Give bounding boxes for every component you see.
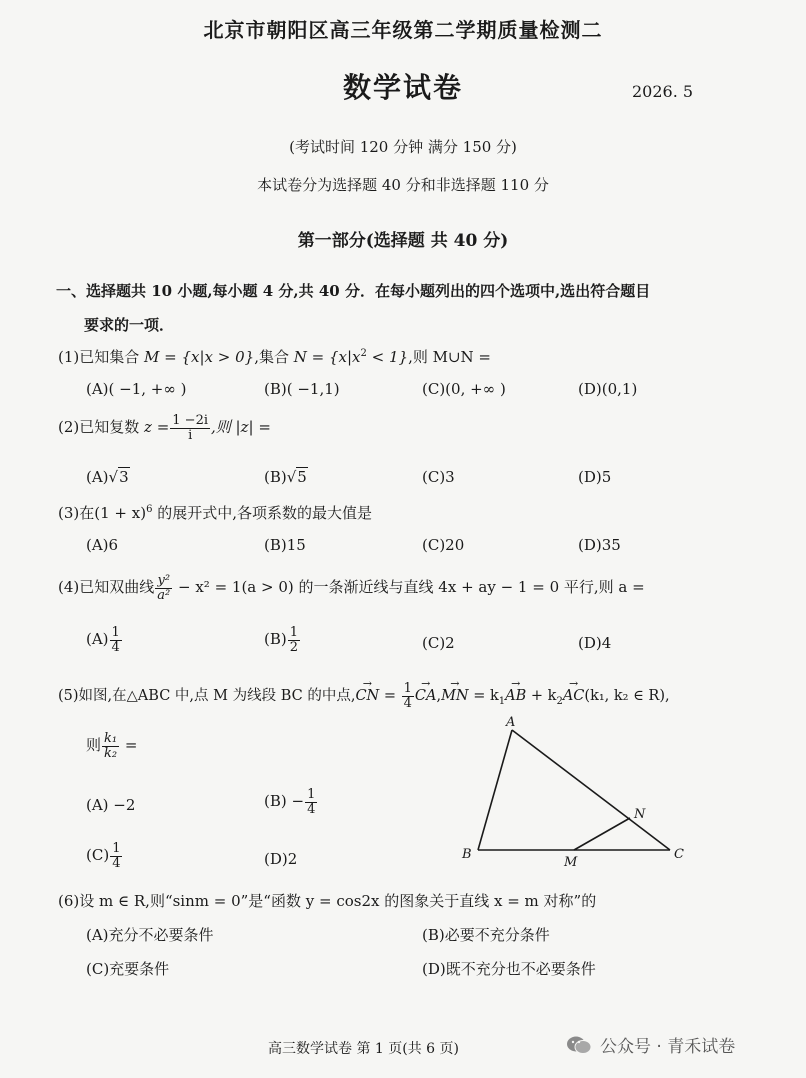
q5-ratio: 则 $\frac{\text{k₁}}{\text{k₂}}$ = bbox=[86, 731, 138, 761]
part1-title: 第一部分(选择题 共 40 分) bbox=[297, 231, 509, 251]
label-m: M bbox=[564, 855, 578, 870]
part1-instruction-1: 一、选择题共 10 小题,每小题 4 分,共 40 分．在每小题列出的四个选项中,选出符合题目 bbox=[56, 282, 651, 300]
q4-option-d: (D)4 bbox=[578, 634, 612, 652]
exam-date: 2026. 5 bbox=[632, 82, 694, 101]
segment-ab bbox=[478, 730, 512, 850]
q1-option-c: (C)(0, +∞ ) bbox=[422, 380, 506, 398]
q6-option-d: (D)既不充分也不必要条件 bbox=[422, 960, 596, 978]
exam-title: 北京市朝阳区高三年级第二学期质量检测二 bbox=[203, 18, 603, 42]
q6-option-c: (C)充要条件 bbox=[86, 960, 170, 978]
watermark-text: 公众号 · 青禾试卷 bbox=[600, 1037, 736, 1057]
q1-option-a: (A)( −1, +∞ ) bbox=[86, 380, 187, 398]
triangle-figure bbox=[450, 712, 700, 870]
q2-option-b: (B)√5 bbox=[264, 468, 307, 486]
wechat-icon bbox=[566, 1034, 592, 1056]
label-a: A bbox=[506, 715, 516, 730]
segment-mn bbox=[574, 818, 630, 850]
q6-option-a: (A)充分不必要条件 bbox=[86, 926, 214, 944]
question-4: (4)已知双曲线 $\frac{\text{y²}}{\text{a²}}$ − x² = 1(a > 0) 的一条渐近线与直线 4x + ay − 1 = 0 平行,则 a = bbox=[58, 573, 645, 603]
label-b: B bbox=[462, 847, 472, 862]
page-footer: 高三数学试卷 第 1 页(共 6 页) bbox=[268, 1041, 459, 1057]
score-split: 本试卷分为选择题 40 分和非选择题 110 分 bbox=[257, 176, 549, 194]
q2-option-a: (A)√3 bbox=[86, 468, 129, 486]
q2-fraction: $\frac{1 -2i}{i}$ bbox=[172, 413, 209, 443]
segment-ac bbox=[512, 730, 670, 850]
q4-option-b: (B) $\frac{1}{2}$ bbox=[264, 625, 299, 655]
q2-option-c: (C)3 bbox=[422, 468, 455, 486]
label-c: C bbox=[674, 847, 684, 862]
q3-option-c: (C)20 bbox=[422, 536, 465, 554]
q3-option-d: (D)35 bbox=[578, 536, 621, 554]
q3-option-b: (B)15 bbox=[264, 536, 306, 554]
subject-title: 数学试卷 bbox=[342, 71, 463, 104]
label-n: N bbox=[634, 807, 646, 822]
q5-option-a: (A) −2 bbox=[86, 796, 136, 814]
question-1: (1)已知集合 M = {x|x > 0},集合 $N = \{x|x^2 < 1\}$,则 M∪N = bbox=[58, 348, 492, 366]
q5-option-d: (D)2 bbox=[264, 850, 298, 868]
watermark bbox=[566, 1032, 735, 1057]
exam-time: (考试时间 120 分钟 满分 150 分) bbox=[289, 138, 517, 156]
q2-option-d: (D)5 bbox=[578, 468, 612, 486]
q4-fraction: $\frac{\text{y²}}{\text{a²}}$ bbox=[157, 573, 171, 603]
q5-option-c: (C) $\frac{1}{4}$ bbox=[86, 841, 121, 871]
part1-instruction-2: 要求的一项． bbox=[84, 316, 175, 334]
q3-option-a: (A)6 bbox=[86, 536, 119, 554]
question-6: (6)设 m ∈ R,则“sinm = 0”是“函数 y = cos2x 的图象关于直线 x = m 对称”的 bbox=[58, 892, 597, 910]
question-3: (3)在$(1 + x)^6$ 的展开式中,各项系数的最大值是 bbox=[58, 504, 372, 522]
q4-option-a: (A) $\frac{1}{4}$ bbox=[86, 625, 120, 655]
q4-option-c: (C)2 bbox=[422, 634, 455, 652]
q6-option-b: (B)必要不充分条件 bbox=[422, 926, 550, 944]
q1-num: (1) bbox=[58, 348, 80, 366]
question-2: (2)已知复数 z = $\frac{1 -2i}{i}$ ,则 |z| = bbox=[58, 413, 271, 443]
q5-option-b: (B) − $\frac{1}{4}$ bbox=[264, 787, 316, 817]
question-5: (5)如图,在△ABC 中,点 M 为线段 BC 的中点,→ CN = $\frac{1}{4}$ → CA,→ MN = $k_1\to$ AB + $k_2\to AC(k_1$, k₂ ∈ R), bbox=[58, 682, 670, 710]
q1-option-b: (B)( −1,1) bbox=[264, 380, 340, 398]
q1-option-d: (D)(0,1) bbox=[578, 380, 638, 398]
